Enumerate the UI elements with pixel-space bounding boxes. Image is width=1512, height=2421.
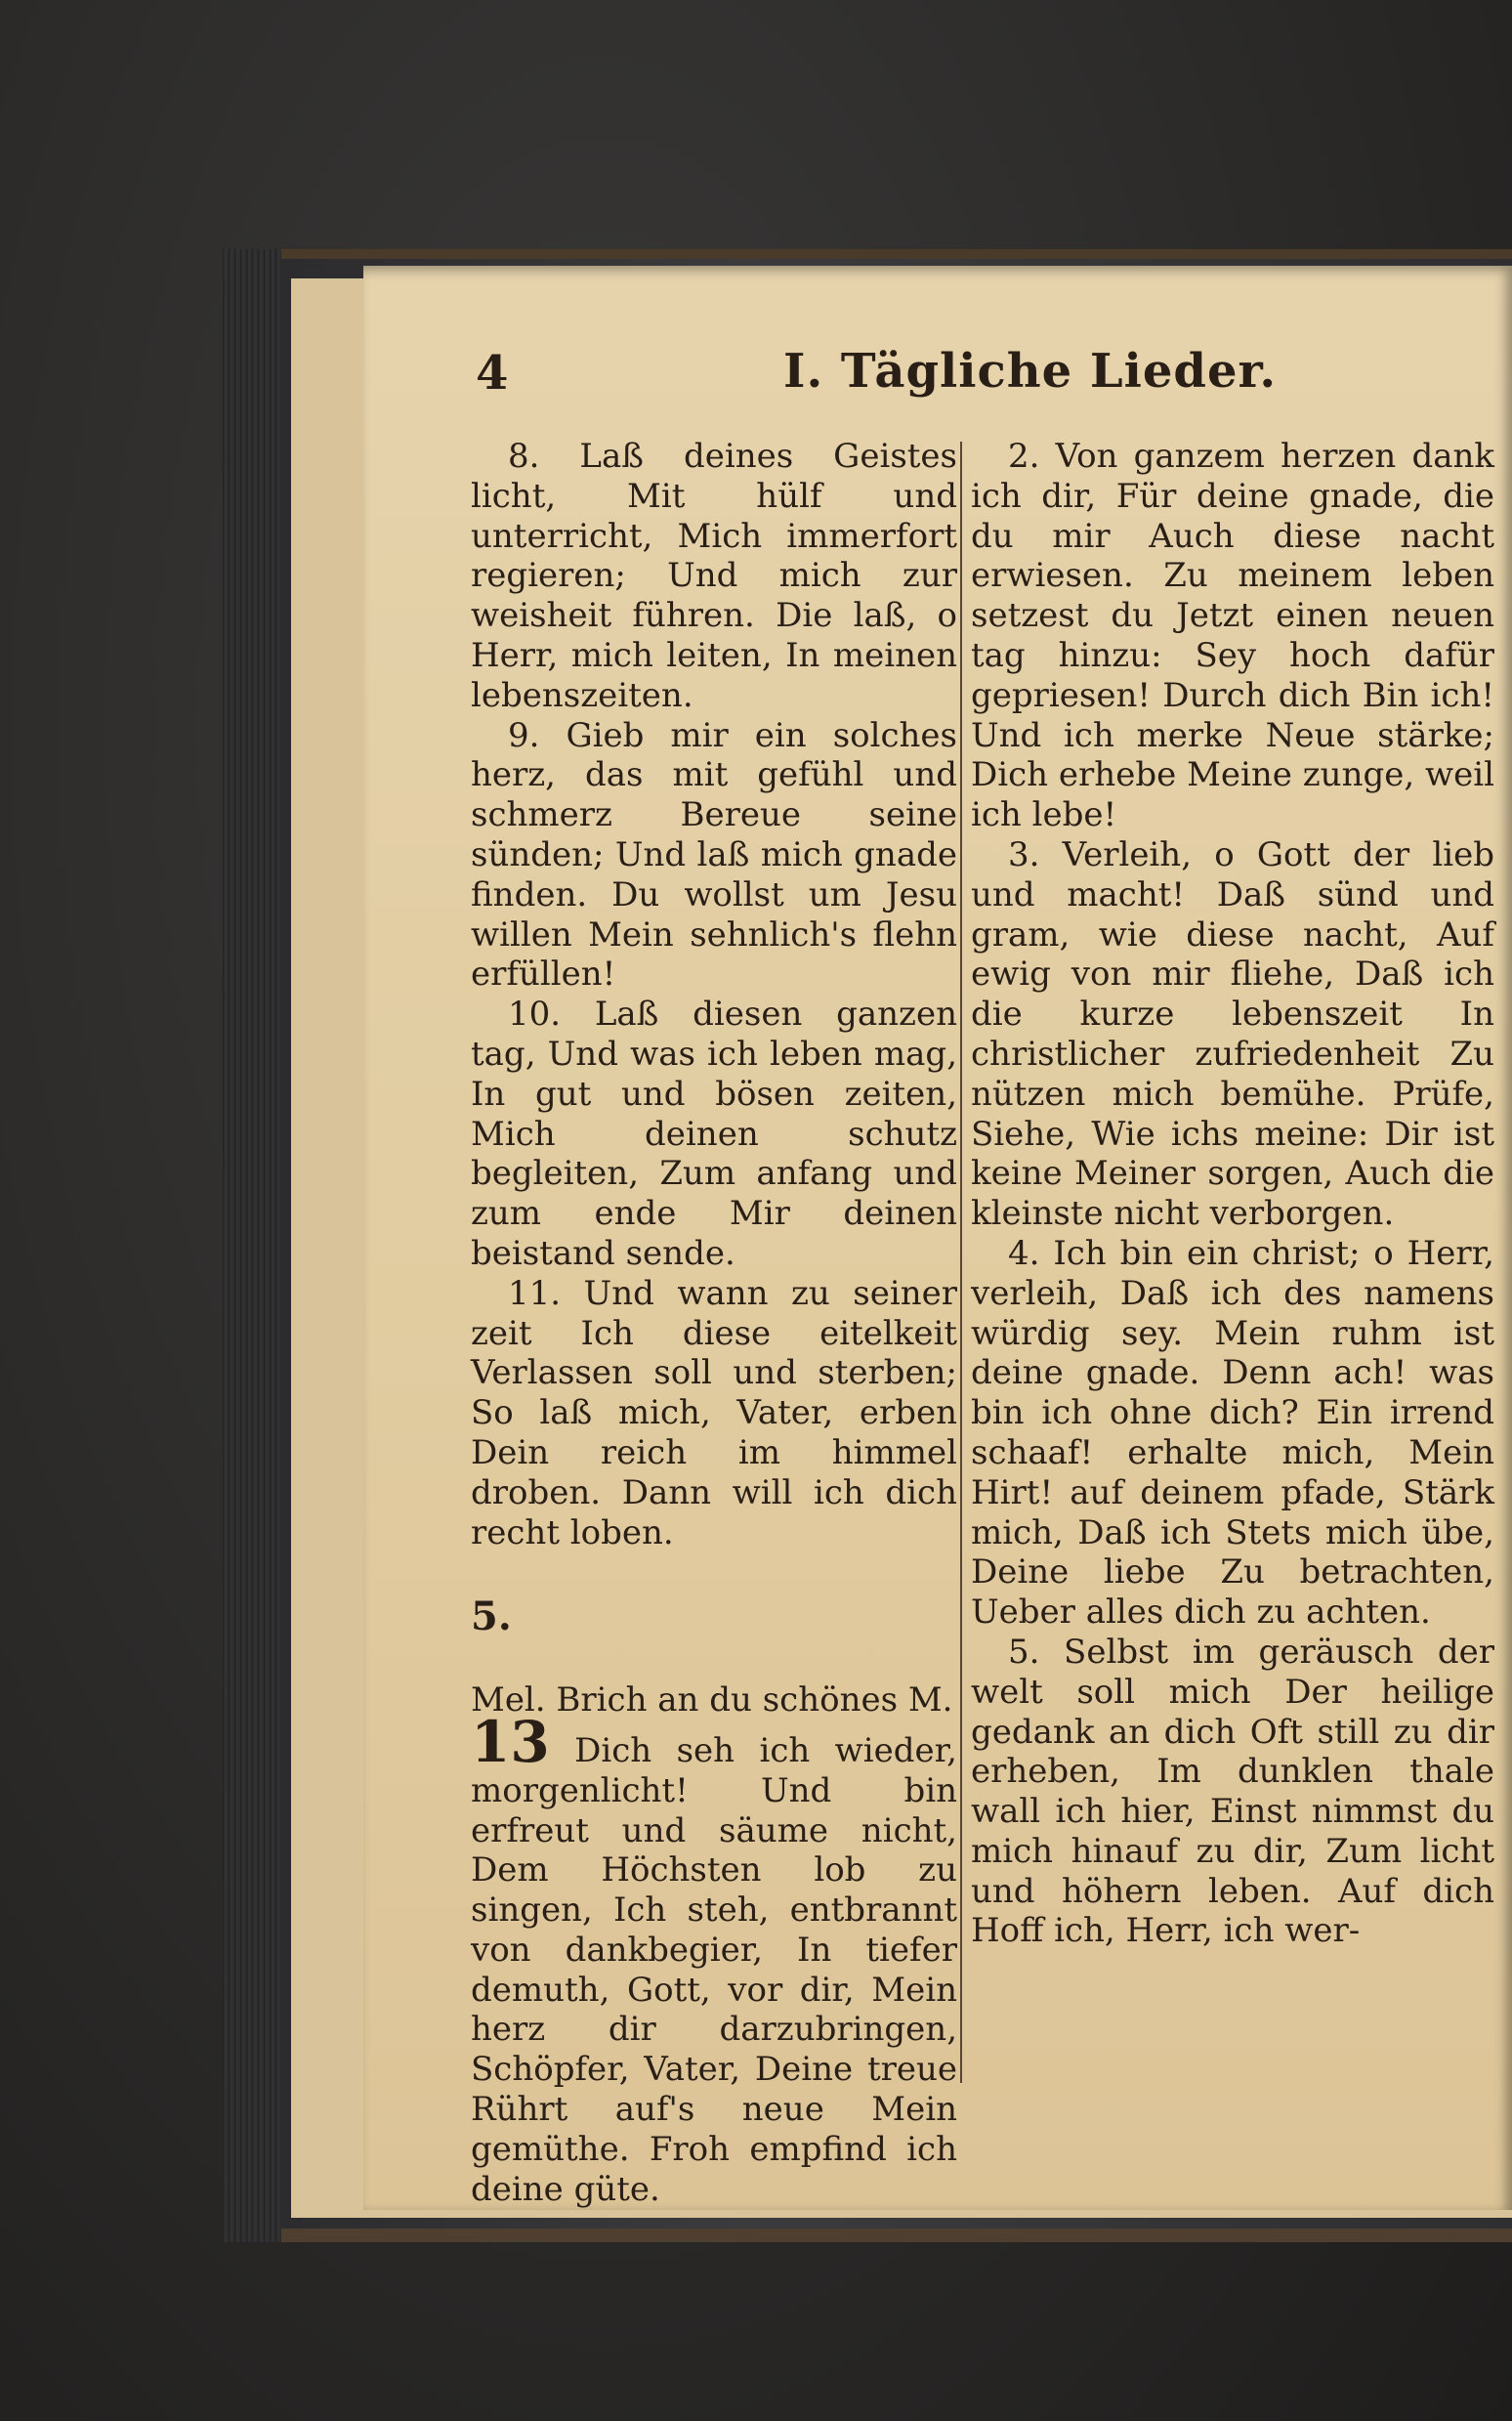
book-spine-edge (223, 249, 281, 2242)
stanza-2: 2. Von ganzem herzen dank ich dir, Für deine gnade, die du mir Auch diese nacht erwiesen. Zu meinem leben setzest du Jetzt einen neuen tag hinzu: Sey hoch dafür gepriesen! Durch dich Bin ich! Und ich merke Neue stärke; Dich erhebe Meine zunge, weil ich lebe! (971, 437, 1494, 835)
stanza-3: 3. Verleih, o Gott der lieb und macht! Daß sünd und gram, wie diese nacht, Auf ewig von mir fliehe, Daß ich die kurze lebenszeit In christlicher zufriedenheit Zu nützen mich bemühe. Prüfe, Siehe, Wie ichs meine: Dir ist keine Meiner sorgen, Auch die kleinste nicht verborgen. (971, 834, 1494, 1234)
stanza-9: 9. Gieb mir ein solches herz, das mit gefühl und schmerz Bereue seine sünden; Und laß mich gnade finden. Du wollst um Jesu willen Mein sehnlich's flehn erfüllen! (471, 715, 957, 995)
first-stanza-text: Dich seh ich wieder, morgenlicht! Und bin erfreut und säume nicht, Dem Höchsten lob zu singen, Ich steh, entbrannt von dankbegier, In tiefer demuth, Gott, vor dir, Mein herz dir darzubringen, Schöpfer, Vater, Deine treue Rührt auf's neue Mein gemüthe. Froh empfind ich deine güte. (471, 1730, 957, 2209)
book-page (363, 266, 1512, 2210)
stanza-11: 11. Und wann zu seiner zeit Ich diese eitelkeit Verlassen soll und sterben; So laß mich, Vater, erben Dein reich im himmel droben. Dann will ich dich recht loben. (471, 1273, 957, 1552)
stanza-10: 10. Laß diesen ganzen tag, Und was ich leben mag, In gut und bösen zeiten, Mich deinen schutz begleiten, Zum anfang und zum ende Mir deinen beistand sende. (471, 995, 957, 1273)
running-head: I. Tägliche Lieder. (783, 344, 1278, 399)
hymn-number: 5. (471, 1593, 512, 1640)
hymn-index: 13 (471, 1708, 550, 1775)
right-column (971, 437, 1494, 1951)
stanza-8: 8. Laß deines Geistes licht, Mit hülf und unterricht, Mich immerfort regieren; Und mich zur weisheit führen. Die laß, o Herr, mich leiten, In meinen lebenszeiten. (471, 437, 957, 715)
column-divider (960, 442, 962, 2083)
stanza-5: 5. Selbst im geräusch der welt soll mich Der heilige gedank an dich Oft still zu dir erheben, Im dunklen thale wall ich hier, Einst nimmst du mich hinauf zu dir, Zum licht und höhern leben. Auf dich Hoff ich, Herr, ich wer- (971, 1632, 1494, 1951)
hymn-first-stanza (471, 1708, 957, 2210)
melody-line: Mel. Brich an du schönes M. (471, 1680, 953, 1720)
left-column (471, 437, 957, 2209)
stanza-4: 4. Ich bin ein christ; o Herr, verleih, Daß ich des namens würdig sey. Mein ruhm ist deine gnade. Denn ach! was bin ich ohne dich? Ein irrend schaaf! erhalte mich, Mein Hirt! auf deinem pfade, Stärk mich, Daß ich Stets mich übe, Deine liebe Zu betrachten, Ueber alles dich zu achten. (971, 1233, 1494, 1633)
page-number: 4 (476, 346, 509, 401)
